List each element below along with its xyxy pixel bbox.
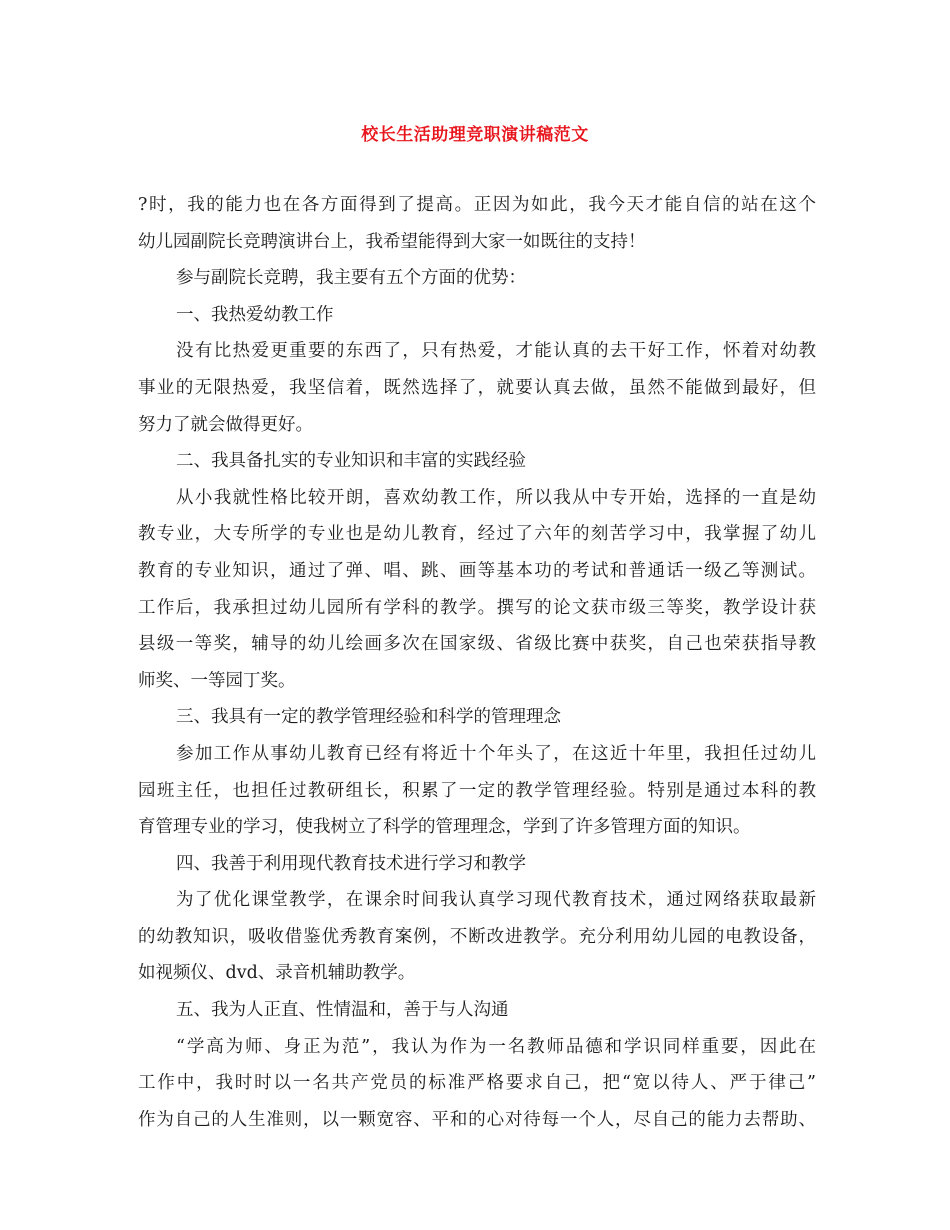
text-line: 参与副院长竞聘，我主要有五个方面的优势：: [176, 268, 526, 289]
text-line: 为了优化课堂教学，在课余时间我认真学习现代教育技术，通过网络获取最新: [176, 890, 816, 911]
text-line: 二、我具备扎实的专业知识和丰富的实践经验: [176, 451, 526, 472]
text-line: 一、我热爱幼教工作: [176, 304, 334, 325]
document-body: [138, 192, 816, 1143]
text-line: “学高为师、身正为范”，我认为作为一名教师品德和学识同样重要，因此在: [176, 1036, 816, 1057]
text-line: 教专业，大专所学的专业也是幼儿教育，经过了六年的刻苦学习中，我掌握了幼儿: [138, 524, 816, 545]
text-line: 县级一等奖，辅导的幼儿绘画多次在国家级、省级比赛中获奖，自己也荣获指导教: [138, 634, 816, 655]
text-line: 事业的无限热爱，我坚信着，既然选择了，就要认真去做，虽然不能做到最好，但: [138, 377, 816, 398]
text-line: 没有比热爱更重要的东西了，只有热爱，才能认真的去干好工作，怀着对幼教: [176, 341, 816, 362]
text-line: 四、我善于利用现代教育技术进行学习和教学: [176, 853, 526, 874]
text-line: 参加工作从事幼儿教育已经有将近十个年头了，在这近十年里，我担任过幼儿: [176, 743, 816, 764]
text-line: 努力了就会做得更好。: [138, 414, 313, 435]
text-line: 育管理专业的学习，使我树立了科学的管理理念，学到了许多管理方面的知识。: [138, 817, 751, 838]
text-line: 如视频仪、dvd、录音机辅助教学。: [138, 963, 416, 984]
text-line: 三、我具有一定的教学管理经验和科学的管理理念: [176, 707, 561, 728]
text-line: 工作后，我承担过幼儿园所有学科的教学。撰写的论文获市级三等奖，教学设计获: [138, 597, 816, 618]
text-line: 的幼教知识，吸收借鉴优秀教育案例，不断改进教学。充分利用幼儿园的电教设备，: [138, 926, 816, 947]
text-line: 作为自己的人生准则，以一颗宽容、平和的心对待每一个人，尽自己的能力去帮助、: [138, 1109, 816, 1130]
text-line: 园班主任，也担任过教研组长，积累了一定的教学管理经验。特别是通过本科的教: [138, 780, 816, 801]
text-line: 教育的专业知识，通过了弹、唱、跳、画等基本功的考试和普通话一级乙等测试。: [138, 560, 816, 581]
text-line: 师奖、一等园丁奖。: [138, 670, 296, 691]
text-line: 五、我为人正直、性情温和，善于与人沟通: [176, 1000, 509, 1021]
text-line: 工作中，我时时以一名共产党员的标准严格要求自己，把“宽以待人、严于律己”: [138, 1073, 816, 1094]
text-line: 幼儿园副院长竞聘演讲台上，我希望能得到大家一如既往的支持！: [138, 231, 646, 252]
document-title: 校长生活助理竞职演讲稿范文: [361, 125, 589, 145]
text-line: 从小我就性格比较开朗，喜欢幼教工作，所以我从中专开始，选择的一直是幼: [176, 487, 816, 508]
text-line: ?时，我的能力也在各方面得到了提高。正因为如此，我今天才能自信的站在这个: [138, 195, 816, 215]
